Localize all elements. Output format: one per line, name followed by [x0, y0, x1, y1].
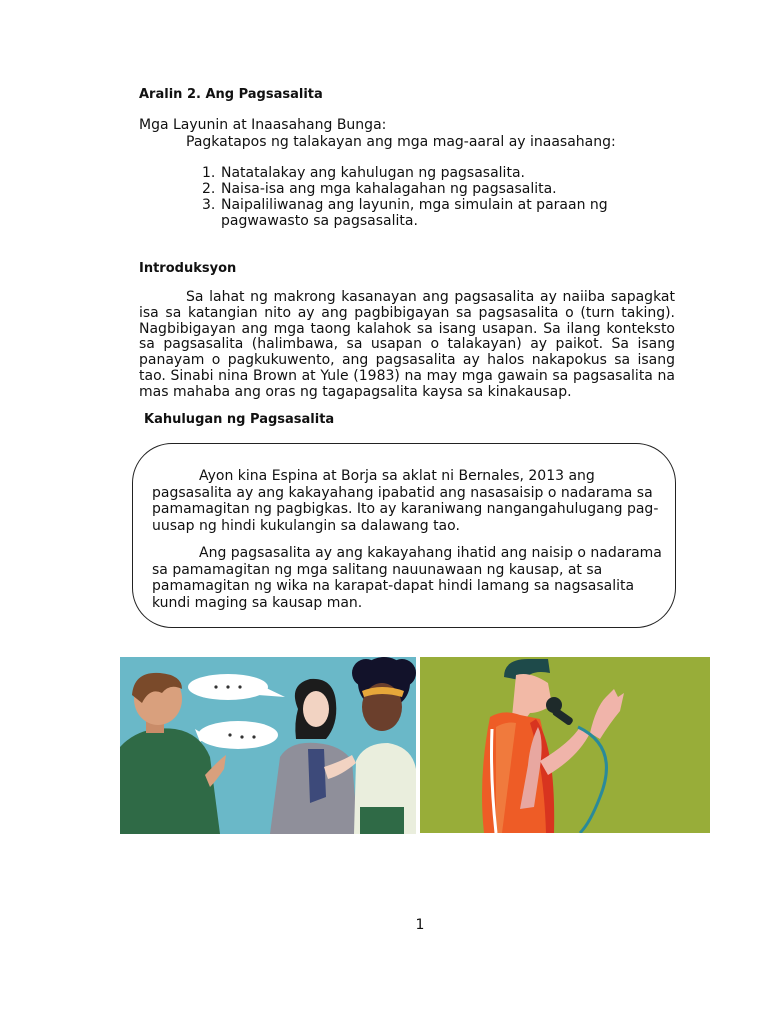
introduction-paragraph: Sa lahat ng makrong kasanayan ang pagsasalita ay naiiba sapagkat isa sa katangian nito ay ang pagbibigayan sa pagsasalita o (turn taking). Nagbibigayan ang mga taong kalahok sa isang usapan. Sa ilang konteksto sa pagsasalita (halimbawa, sa usapan o talakayan) ay paikot. Sa isang panayam o pagkukuwento, ang pagsasalita ay halos nakapokus sa isang tao. Sinabi nina Brown at Yule (1983) na may mga gawain sa pagsasalita na mas mahaba ang oras ng tagapagsalita kaysa sa kinakausap.	[139, 289, 675, 400]
singer-with-microphone-illustration	[420, 657, 710, 833]
objective-number: 3.	[202, 197, 216, 213]
objectives-heading: Mga Layunin at Inaasahang Bunga:	[139, 117, 387, 133]
definition-paragraph-2: Ang pagsasalita ay ang kakayahang ihatid ang naisip o nadarama sa pamamagitan ng mga salitang nauunawaan ng kausap, at sa pamamagitan ng wika na karapat-dapat hindi lamang sa nagsasalita kundi maging sa kausap man.	[152, 545, 662, 611]
definition-heading: Kahulugan ng Pagsasalita	[144, 412, 335, 427]
people-conversation-illustration	[120, 657, 416, 834]
objective-number: 2.	[202, 181, 216, 197]
objective-item	[202, 165, 642, 181]
objective-text: Natatalakay ang kahulugan ng pagsasalita.	[221, 165, 525, 181]
objective-text: Naisa-isa ang mga kahalagahan ng pagsasalita.	[221, 181, 557, 197]
objectives-intro: Pagkatapos ng talakayan ang mga mag-aaral ay inaasahang:	[186, 134, 616, 150]
objective-number: 1.	[202, 165, 216, 181]
objective-item	[202, 181, 642, 197]
objective-text: Naipaliliwanag ang layunin, mga simulain at paraan ng pagwawasto sa pagsasalita.	[221, 197, 608, 229]
introduction-heading: Introduksyon	[139, 261, 237, 276]
lesson-title: Aralin 2. Ang Pagsasalita	[139, 87, 323, 102]
definition-paragraph-1: Ayon kina Espina at Borja sa aklat ni Bernales, 2013 ang pagsasalita ay ang kakayahang ipabatid ang nasasaisip o nadarama sa pamamagitan ng pagbigkas. Ito ay karaniwang nangangahulugang pag-uusap ng hindi kukulangin sa dalawang tao.	[152, 468, 659, 534]
page-number: 1	[415, 917, 425, 933]
objectives-list	[202, 165, 642, 229]
objective-item	[202, 197, 642, 229]
